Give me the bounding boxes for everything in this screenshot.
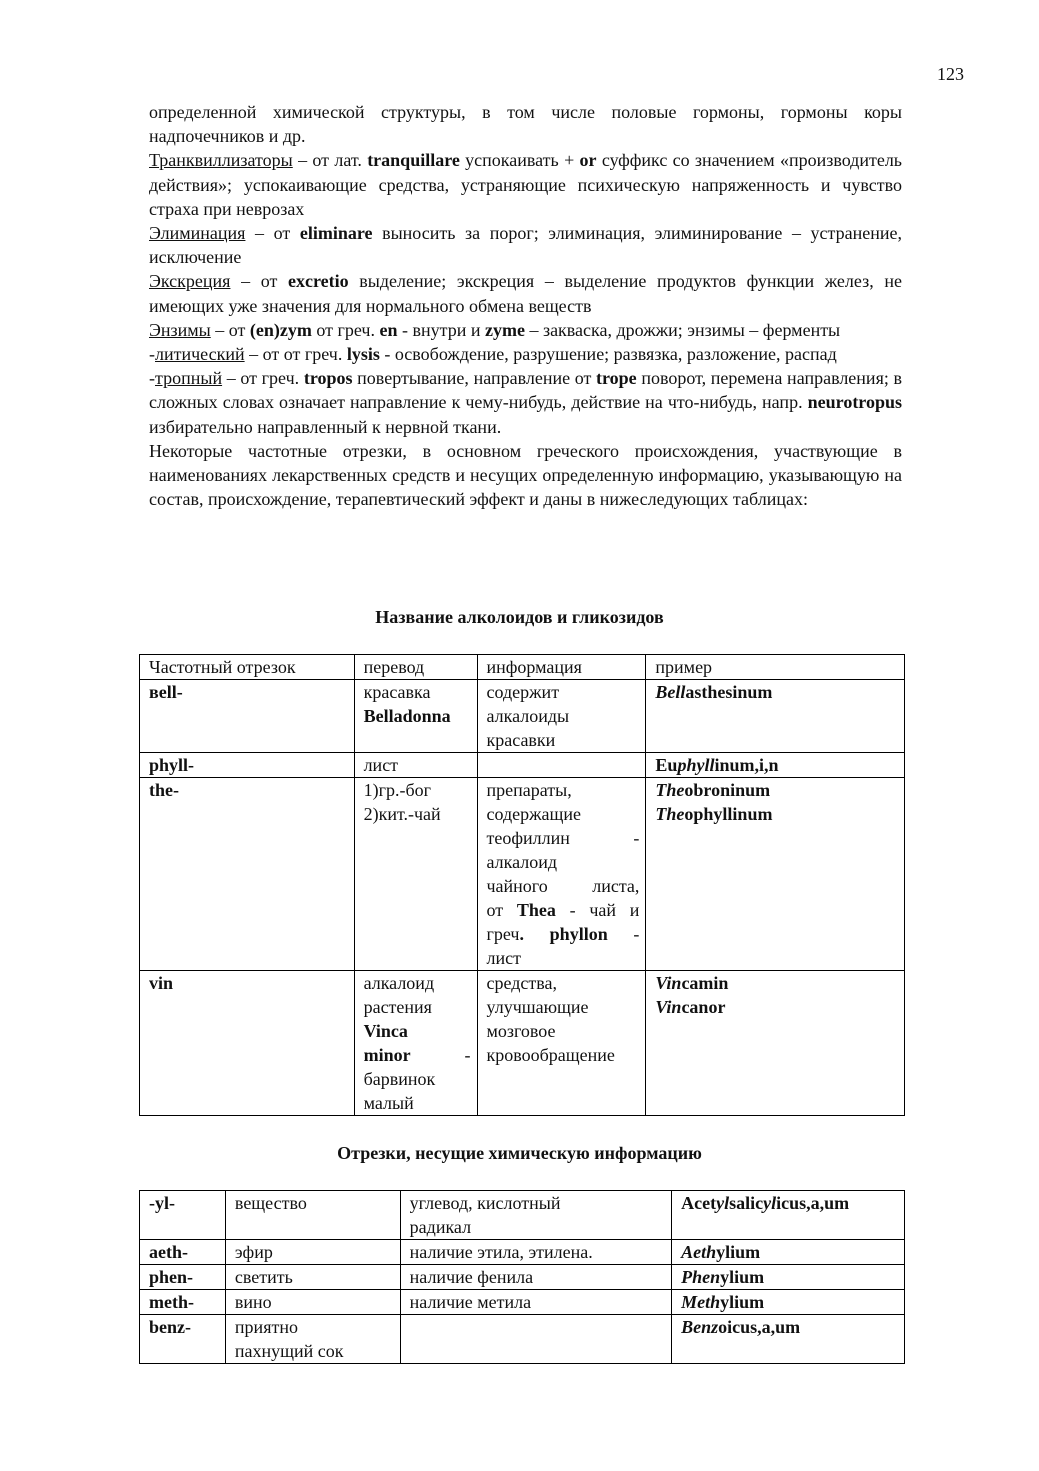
- paragraph-intro-tables: Некоторые частотные отрезки, в основном греческого происхождения, участвующие в наименованиях лекарственных средств и несущих определенную информацию, указывающую на состав, происхождение, терапевтический эффект и даны в нижеследующих таблицах:: [149, 440, 902, 510]
- info-cell: [477, 680, 646, 753]
- cell-line: содержит: [486, 682, 560, 702]
- info-cell: [400, 1315, 671, 1364]
- text: – от от греч.: [244, 344, 347, 365]
- text: – от: [210, 319, 250, 340]
- segment-cell: phen-: [140, 1265, 226, 1290]
- cell-line: [655, 995, 898, 1019]
- example-rest: camin: [681, 973, 729, 993]
- cell-line: радикал: [409, 1217, 472, 1237]
- info-cell: [477, 778, 646, 971]
- chemical-segments-table: [139, 1190, 905, 1364]
- translation-cell: [354, 778, 477, 971]
- table-row: [140, 1191, 905, 1240]
- segment-cell: meth-: [140, 1290, 226, 1315]
- text: суффикс со значением «производитель действия»; успокаивающие средства, устраняющие психическую напряженность и чувство страха при неврозах: [149, 150, 903, 219]
- paragraph-hormones: определенной химической структуры, в том числе половые гормоны, гормоны коры надпочечников и др.: [149, 102, 902, 147]
- cell-line: кровообращение: [486, 1045, 615, 1065]
- example-cell: [672, 1290, 905, 1315]
- example-cell: [646, 778, 905, 971]
- table-row: [140, 778, 905, 971]
- example-stem: The: [655, 780, 685, 800]
- example-stem: Vin: [655, 973, 682, 993]
- info-cell: наличие фенила: [400, 1265, 671, 1290]
- info-cell: [400, 1191, 671, 1240]
- translation-cell: [225, 1315, 400, 1364]
- segment-cell: benz-: [140, 1315, 226, 1364]
- paragraph-elimination: [149, 221, 902, 269]
- table-row: [140, 1315, 905, 1364]
- cell-line: алкалоиды: [486, 706, 570, 726]
- text: -: [149, 344, 155, 365]
- cell-line: лист: [486, 948, 521, 968]
- segment-cell: vin: [140, 971, 355, 1116]
- table1-title: Название алколоидов и гликозидов: [375, 607, 664, 627]
- table-row: [140, 680, 905, 753]
- cell-line: барвинок: [363, 1069, 436, 1089]
- translation-cell: [354, 971, 477, 1116]
- latin-word: Thea: [516, 900, 556, 920]
- header-cell: Частотный отрезок: [140, 655, 355, 680]
- segment-cell: вell-: [140, 680, 355, 753]
- table-row: [140, 1265, 905, 1290]
- example-rest: inum,i,n: [714, 755, 779, 775]
- cell-line: препараты,: [486, 780, 572, 800]
- cell-line: [655, 778, 898, 802]
- term: Транквиллизаторы: [149, 150, 293, 171]
- text: поворот, перемена направления; в сложных словах означает направление к чему-нибудь, действие на что-нибудь, напр.: [149, 368, 903, 413]
- cell-line: приятно: [234, 1317, 298, 1337]
- cell-line: чайного листа,: [486, 876, 640, 896]
- text: – закваска, дрожжи; энзимы – ферменты: [524, 319, 841, 340]
- example-rest: oicus,a,um: [718, 1317, 801, 1337]
- text: греч: [486, 924, 520, 944]
- cell-line: средства,: [486, 973, 558, 993]
- segment-cell: aeth-: [140, 1240, 226, 1265]
- latin-word: en: [379, 319, 398, 340]
- example-stem: yl: [716, 1193, 730, 1213]
- text: -: [410, 1045, 471, 1065]
- info-cell: [477, 971, 646, 1116]
- latin-word: trope: [596, 368, 637, 389]
- cell-line: углевод, кислотный: [409, 1193, 561, 1213]
- text: – от лат.: [292, 150, 368, 171]
- cell-line: 2)кит.-чай: [363, 804, 441, 824]
- paragraph-excretion: [149, 269, 902, 317]
- text: -: [149, 368, 155, 389]
- info-cell: [477, 753, 646, 778]
- cell-line: алкалоид: [363, 973, 435, 993]
- example-prefix: Eu: [655, 755, 678, 775]
- translation-cell: вино: [225, 1290, 400, 1315]
- latin-word: minor: [363, 1045, 411, 1065]
- paragraph-tropic: [149, 366, 902, 439]
- cell-line: 1)гр.-бог: [363, 780, 431, 800]
- cell-line: теофиллин -: [486, 828, 640, 848]
- example-rest: canor: [681, 997, 726, 1017]
- alkaloids-table: [139, 654, 905, 1116]
- latin-word: eliminare: [299, 223, 373, 244]
- latin-word: (en)zym: [249, 319, 312, 340]
- text: выделение; экскреция – выделение продуктов функции желез, не имеющих уже значения для нормального обмена веществ: [149, 271, 902, 316]
- text: - внутри и: [397, 319, 485, 340]
- cell-line: алкалоид: [486, 852, 558, 872]
- text: избирательно направленный к нервной ткани.: [149, 416, 502, 437]
- cell-line: содержащие: [486, 804, 582, 824]
- example-cell: [646, 753, 905, 778]
- table-header-row: [140, 655, 905, 680]
- text: от: [486, 900, 517, 920]
- text: – от: [245, 223, 300, 244]
- example-stem: yl: [763, 1193, 777, 1213]
- info-cell: наличие метила: [400, 1290, 671, 1315]
- latin-word: neurotropus: [807, 392, 902, 413]
- cell-line: малый: [363, 1093, 414, 1113]
- cell-line: растения: [363, 997, 432, 1017]
- header-cell: пример: [646, 655, 905, 680]
- example-rest: ylium: [716, 1242, 761, 1262]
- term: тропный: [155, 368, 223, 389]
- table2-title: Отрезки, несущие химическую информацию: [337, 1143, 702, 1163]
- text: – от: [230, 271, 288, 292]
- example-stem: Vin: [655, 997, 682, 1017]
- example-cell: [646, 971, 905, 1116]
- cell-line: [655, 802, 898, 826]
- body-text: [149, 100, 902, 511]
- translation-cell: лист: [354, 753, 477, 778]
- cell-line: [655, 971, 898, 995]
- latin-word: lysis: [346, 344, 380, 365]
- example-stem: Aeth: [681, 1242, 717, 1262]
- cell-line: красавка: [363, 682, 431, 702]
- example-rest: ylium: [720, 1292, 765, 1312]
- segment-cell: phyll-: [140, 753, 355, 778]
- text: выносить за порог; элиминация, элиминирование – устранение, исключение: [149, 223, 902, 268]
- translation-cell: [354, 680, 477, 753]
- cell-line: мозговое: [486, 1021, 556, 1041]
- latin-word: tranquillare: [367, 150, 460, 171]
- cell-line: [487, 922, 640, 946]
- term: Элиминация: [149, 223, 246, 244]
- example-rest: asthesinum: [685, 682, 773, 702]
- latin-word: excretio: [288, 271, 349, 292]
- table-row: [140, 1240, 905, 1265]
- example-stem: Phen: [681, 1267, 721, 1287]
- text: – от греч.: [222, 368, 304, 389]
- example-word: Acetylsalicylicus,a,um: [681, 1193, 850, 1213]
- example-rest: ylium: [720, 1267, 765, 1287]
- latin-word: or: [579, 150, 597, 171]
- text: -: [607, 924, 640, 944]
- table-row: [140, 1290, 905, 1315]
- cell-line: Vinca: [363, 1021, 408, 1041]
- paragraph-lytic: [149, 342, 902, 366]
- example-cell: [672, 1265, 905, 1290]
- text: успокаивать +: [459, 150, 580, 171]
- example-cell: [672, 1240, 905, 1265]
- text: повертывание, направление от: [352, 368, 597, 389]
- header-cell: перевод: [354, 655, 477, 680]
- example-cell: [646, 680, 905, 753]
- example-rest: ophyllinum: [684, 804, 773, 824]
- table-row: [140, 753, 905, 778]
- cell-line: улучшающие: [486, 997, 589, 1017]
- example-stem: Bell: [655, 682, 686, 702]
- paragraph-enzymes: [149, 318, 902, 342]
- example-cell: [672, 1315, 905, 1364]
- example-cell: [672, 1191, 905, 1240]
- cell-line: красавки: [486, 730, 556, 750]
- example-stem: The: [655, 804, 685, 824]
- example-stem: Meth: [681, 1292, 721, 1312]
- translation-cell: вещество: [225, 1191, 400, 1240]
- info-cell: наличие этила, этилена.: [400, 1240, 671, 1265]
- example-rest: obroninum: [684, 780, 771, 800]
- paragraph-tranquilizers: [149, 148, 902, 221]
- page-number: 123: [937, 64, 964, 84]
- cell-line: [364, 1043, 471, 1067]
- example-stem: Benz: [681, 1317, 719, 1337]
- example-stem: phyll: [677, 755, 715, 775]
- term: Энзимы: [149, 319, 211, 340]
- cell-line: [487, 898, 640, 922]
- header-cell: информация: [477, 655, 646, 680]
- translation-cell: эфир: [225, 1240, 400, 1265]
- segment-cell: -yl-: [140, 1191, 226, 1240]
- term: литический: [155, 344, 245, 365]
- latin-word: zyme: [484, 319, 525, 340]
- text: - чай и: [555, 900, 640, 920]
- latin-word: tropos: [303, 368, 353, 389]
- table-row: [140, 971, 905, 1116]
- segment-cell: the-: [140, 778, 355, 971]
- text: - освобождение, разрушение; развязка, разложение, распад: [379, 344, 837, 365]
- term: Экскреция: [149, 271, 231, 292]
- cell-line: пахнущий сок: [234, 1341, 344, 1361]
- text: от греч.: [311, 319, 380, 340]
- translation-cell: светить: [225, 1265, 400, 1290]
- latin-word: . phyllon: [519, 924, 608, 944]
- cell-line: Belladonna: [363, 706, 451, 726]
